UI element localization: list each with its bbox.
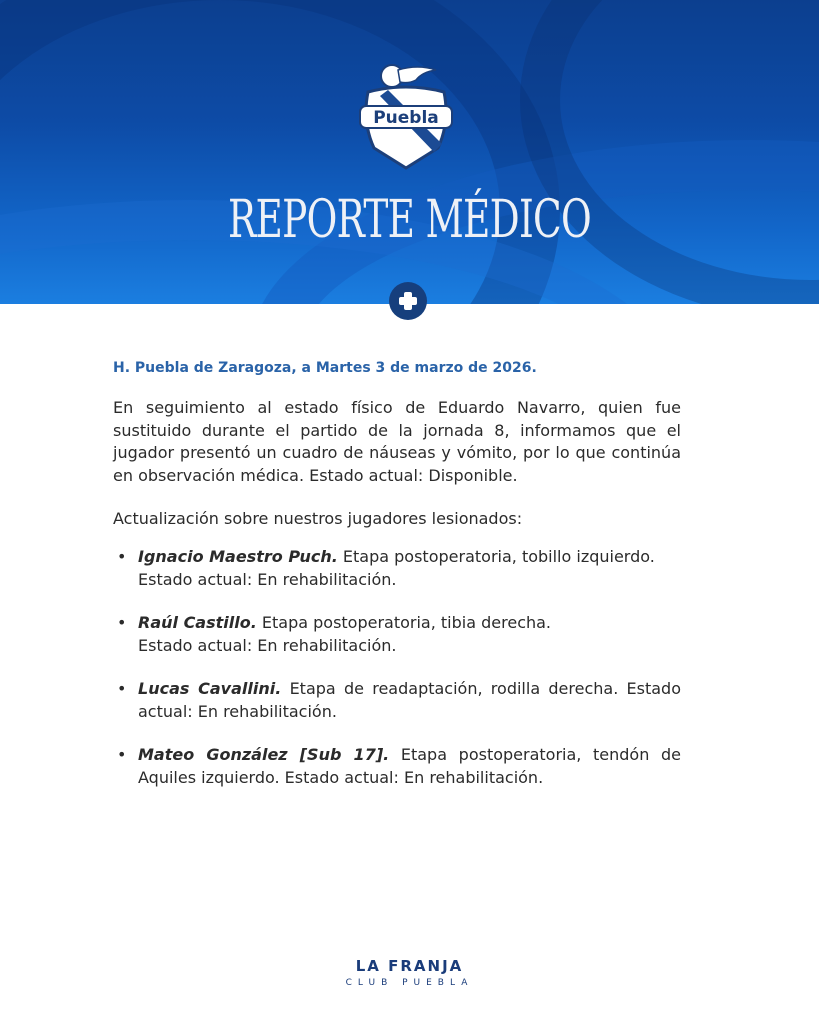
list-item xyxy=(113,546,681,591)
brand-subtitle: CLUB PUEBLA xyxy=(345,978,474,988)
player-name: Mateo González [Sub 17]. xyxy=(138,745,390,764)
brand-name: LA FRANJA xyxy=(355,957,464,975)
player-detail: Etapa postoperatoria, tendón de Aquiles izquierdo. Estado actual: En rehabilitación. xyxy=(138,745,681,787)
list-item xyxy=(113,678,681,723)
player-status: Estado actual: En rehabilitación. xyxy=(138,569,397,589)
player-detail: Etapa postoperatoria, tobillo izquierdo. xyxy=(337,547,655,566)
injured-intro: Actualización sobre nuestros jugadores lesionados: xyxy=(113,509,523,528)
list-item xyxy=(113,744,681,789)
player-detail: Etapa de readaptación, rodilla derecha. Estado actual: En rehabilitación. xyxy=(138,679,682,721)
player-name: Raúl Castillo. xyxy=(138,613,257,632)
player-name: Ignacio Maestro Puch. xyxy=(138,547,338,566)
footer-logo xyxy=(0,957,819,988)
header-banner xyxy=(0,0,819,304)
dateline: H. Puebla de Zaragoza, a Martes 3 de marzo de 2026. xyxy=(113,360,537,376)
main-paragraph: En seguimiento al estado físico de Eduardo Navarro, quien fue sustituido durante el partido de la jornada 8, informamos que el jugador presentó un cuadro de náuseas y vómito, por lo que continúa en observación médica. Estado actual: Disponible. xyxy=(113,398,681,485)
player-detail: Etapa postoperatoria, tibia derecha. xyxy=(256,613,552,632)
report-body xyxy=(113,350,681,810)
puebla-crest-logo xyxy=(358,62,454,170)
player-status: Estado actual: En rehabilitación. xyxy=(138,635,397,655)
plus-icon xyxy=(389,282,427,320)
injured-players-list xyxy=(113,546,681,789)
player-name: Lucas Cavallini. xyxy=(138,679,282,698)
list-item xyxy=(113,612,681,657)
svg-text:Puebla: Puebla xyxy=(373,108,439,128)
page-title: REPORTE MÉDICO xyxy=(228,190,591,250)
